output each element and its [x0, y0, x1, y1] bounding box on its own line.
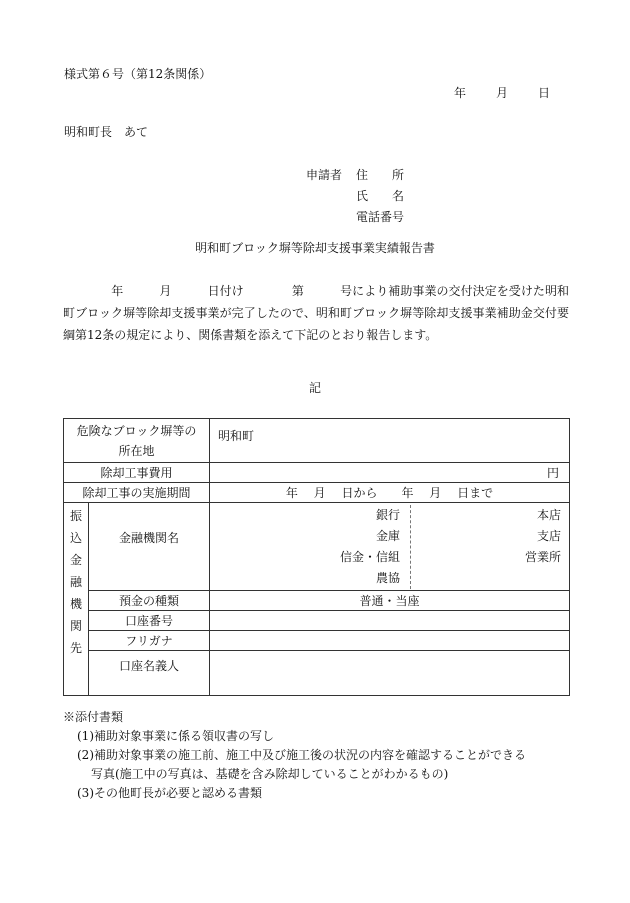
location-value: 明和町: [210, 419, 570, 463]
note-item-2: (2)補助対象事業の施工前、施工中及び施工後の状況の内容を確認することができる: [77, 748, 527, 762]
branch-type-branch: 支店: [536, 528, 561, 543]
bank-type-nokyo: 農協: [375, 570, 400, 585]
period-value: 年 月 日から 年 月 日まで: [210, 483, 570, 503]
cost-unit: 円: [210, 463, 570, 483]
report-table: [63, 418, 570, 696]
date-day: 日: [537, 86, 550, 100]
transfer-label-char: 込: [69, 531, 82, 545]
form-number: 様式第６号（第12条関係）: [64, 67, 212, 81]
transfer-label-char: 関: [69, 619, 82, 633]
notes-heading: ※添付書類: [63, 710, 124, 724]
furigana-label: フリガナ: [89, 631, 210, 651]
recipient: 明和町長 あて: [64, 125, 149, 139]
transfer-label: [64, 503, 89, 696]
bank-name-label: 金融機関名: [89, 503, 210, 591]
applicant-label: 申請者: [306, 168, 343, 182]
period-label: 除却工事の実施期間: [64, 483, 210, 503]
note-item-1: (1)補助対象事業に係る領収書の写し: [77, 729, 274, 743]
date-month: 月: [495, 86, 508, 100]
location-label: 危険なブロック塀等の所在地: [64, 419, 210, 463]
transfer-label-char: 融: [69, 575, 82, 589]
attachments-notes: [63, 708, 526, 803]
applicant-address-label: 住 所: [356, 168, 405, 182]
transfer-label-char: 機: [69, 597, 82, 611]
date-line: [454, 87, 550, 99]
ki-heading: 記: [308, 381, 321, 395]
deposit-type-label: 預金の種類: [89, 591, 210, 611]
transfer-label-char: 先: [69, 641, 82, 655]
branch-type-office: 営業所: [524, 549, 561, 564]
branch-type-main: 本店: [536, 507, 561, 522]
account-holder-field: [210, 651, 570, 696]
transfer-label-char: 振: [69, 509, 82, 523]
bank-type-list: [210, 505, 411, 589]
report-body-text: 年 月 日付け 第 号により補助事業の交付決定を受けた明和町ブロック塀等除却支援事業が完了したので、明和町ブロック塀等除却支援事業補助金交付要綱第12条の規定により、関係書類を添えて下記のとおり報告します。: [63, 284, 569, 342]
date-year: 年: [453, 86, 466, 100]
applicant-block: [306, 165, 404, 228]
branch-type-list: [411, 505, 569, 589]
note-item-2-cont: 写真(施工中の写真は、基礎を含み除却していることがわかるもの): [91, 767, 449, 781]
account-number-label: 口座番号: [89, 611, 210, 631]
note-item-3: (3)その他町長が必要と認める書類: [77, 786, 262, 800]
bank-name-field: [210, 505, 569, 589]
bank-type-shinkin: 信金・信組: [339, 549, 400, 564]
deposit-type-value: 普通・当座: [210, 591, 570, 611]
furigana-field: [210, 631, 570, 651]
document-title: 明和町ブロック塀等除却支援事業実績報告書: [195, 241, 435, 255]
transfer-label-char: 金: [69, 553, 82, 567]
cost-label: 除却工事費用: [64, 463, 210, 483]
applicant-name-label: 氏 名: [356, 189, 405, 203]
bank-type-kinko: 金庫: [375, 528, 400, 543]
account-holder-label: 口座名義人: [89, 651, 210, 696]
bank-type-bank: 銀行: [375, 507, 400, 522]
account-number-field: [210, 611, 570, 631]
applicant-phone-label: 電話番号: [356, 210, 405, 224]
